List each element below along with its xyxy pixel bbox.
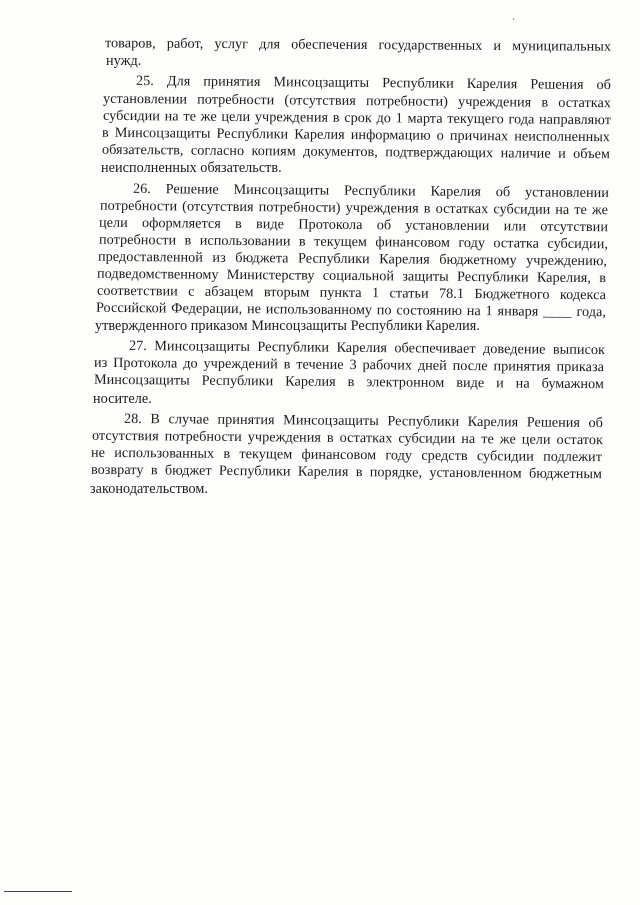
text-line: обязательств, согласно копиям документов, подтверждающих наличие и объем [101, 141, 611, 163]
text-line: цели оформляется в виде Протокола об установлении или отсутствии [98, 214, 609, 236]
text-line: установлении потребности (отсутствия потребности) учреждения в остатках [102, 90, 612, 112]
text-line: возврату в бюджет Республики Карелия в порядке, установленном бюджетным [90, 461, 603, 483]
text-line: подведомственному Министерству социальной защиты Республики Карелия, в [96, 265, 607, 287]
text-line: Российской Федерации, не использованному по состоянию на 1 января ____ года, [95, 299, 607, 321]
text-line: потребности в использовании в текущем финансовом году остатка субсидии, [98, 231, 609, 253]
text-line: предоставленной из бюджета Республики Карелия бюджетному учреждению, [97, 248, 608, 270]
text-line: утвержденного приказом Минсоцзащиты Республики Карелия. [95, 318, 480, 334]
text-line: субсидии на те же цели учреждения в срок до 1 марта текущего года направляют [102, 107, 612, 129]
text-line: 26. Решение Минсоцзащиты Республики Карелия об установлении [132, 180, 610, 202]
text-line: товаров, работ, услуг для обеспечения государственных и муниципальных [104, 35, 612, 55]
text-line: 27. Минсоцзащиты Республики Карелия обеспечивает доведение выписок [128, 337, 606, 359]
text-line: законодательством. [90, 481, 208, 497]
text-line: потребности (отсутствия потребности) учреждения в остатках субсидии на те же [99, 197, 609, 219]
text-line: носителе. [93, 391, 152, 407]
text-line: неисполненных обязательств. [101, 160, 282, 176]
text-line: отсутствия потребности учреждения в остатках субсидии на те же цели остаток [91, 427, 604, 449]
text-line: 25. Для принятия Минсоцзащиты Республики Карелия Решения об [135, 72, 612, 94]
scan-speck [513, 18, 514, 20]
text-line: в Минсоцзащиты Республики Карелия информацию о причинах неисполненных [101, 124, 611, 146]
text-line: Минсоцзащиты Республики Карелия в электронном виде и на бумажном [93, 371, 605, 393]
text-line: нужд. [106, 53, 142, 69]
text-line: из Протокола до учреждений в течение 3 рабочих дней после принятия приказа [93, 354, 605, 376]
footer-rule [4, 891, 72, 892]
text-line: не использованных в текущем финансовом году средств субсидии подлежит [90, 444, 603, 466]
text-line: 28. В случае принятия Минсоцзащиты Республики Карелия Решения об [123, 410, 604, 432]
text-line: соответствии с абзацем вторым пункта 1 статьи 78.1 Бюджетного кодекса [96, 282, 607, 304]
